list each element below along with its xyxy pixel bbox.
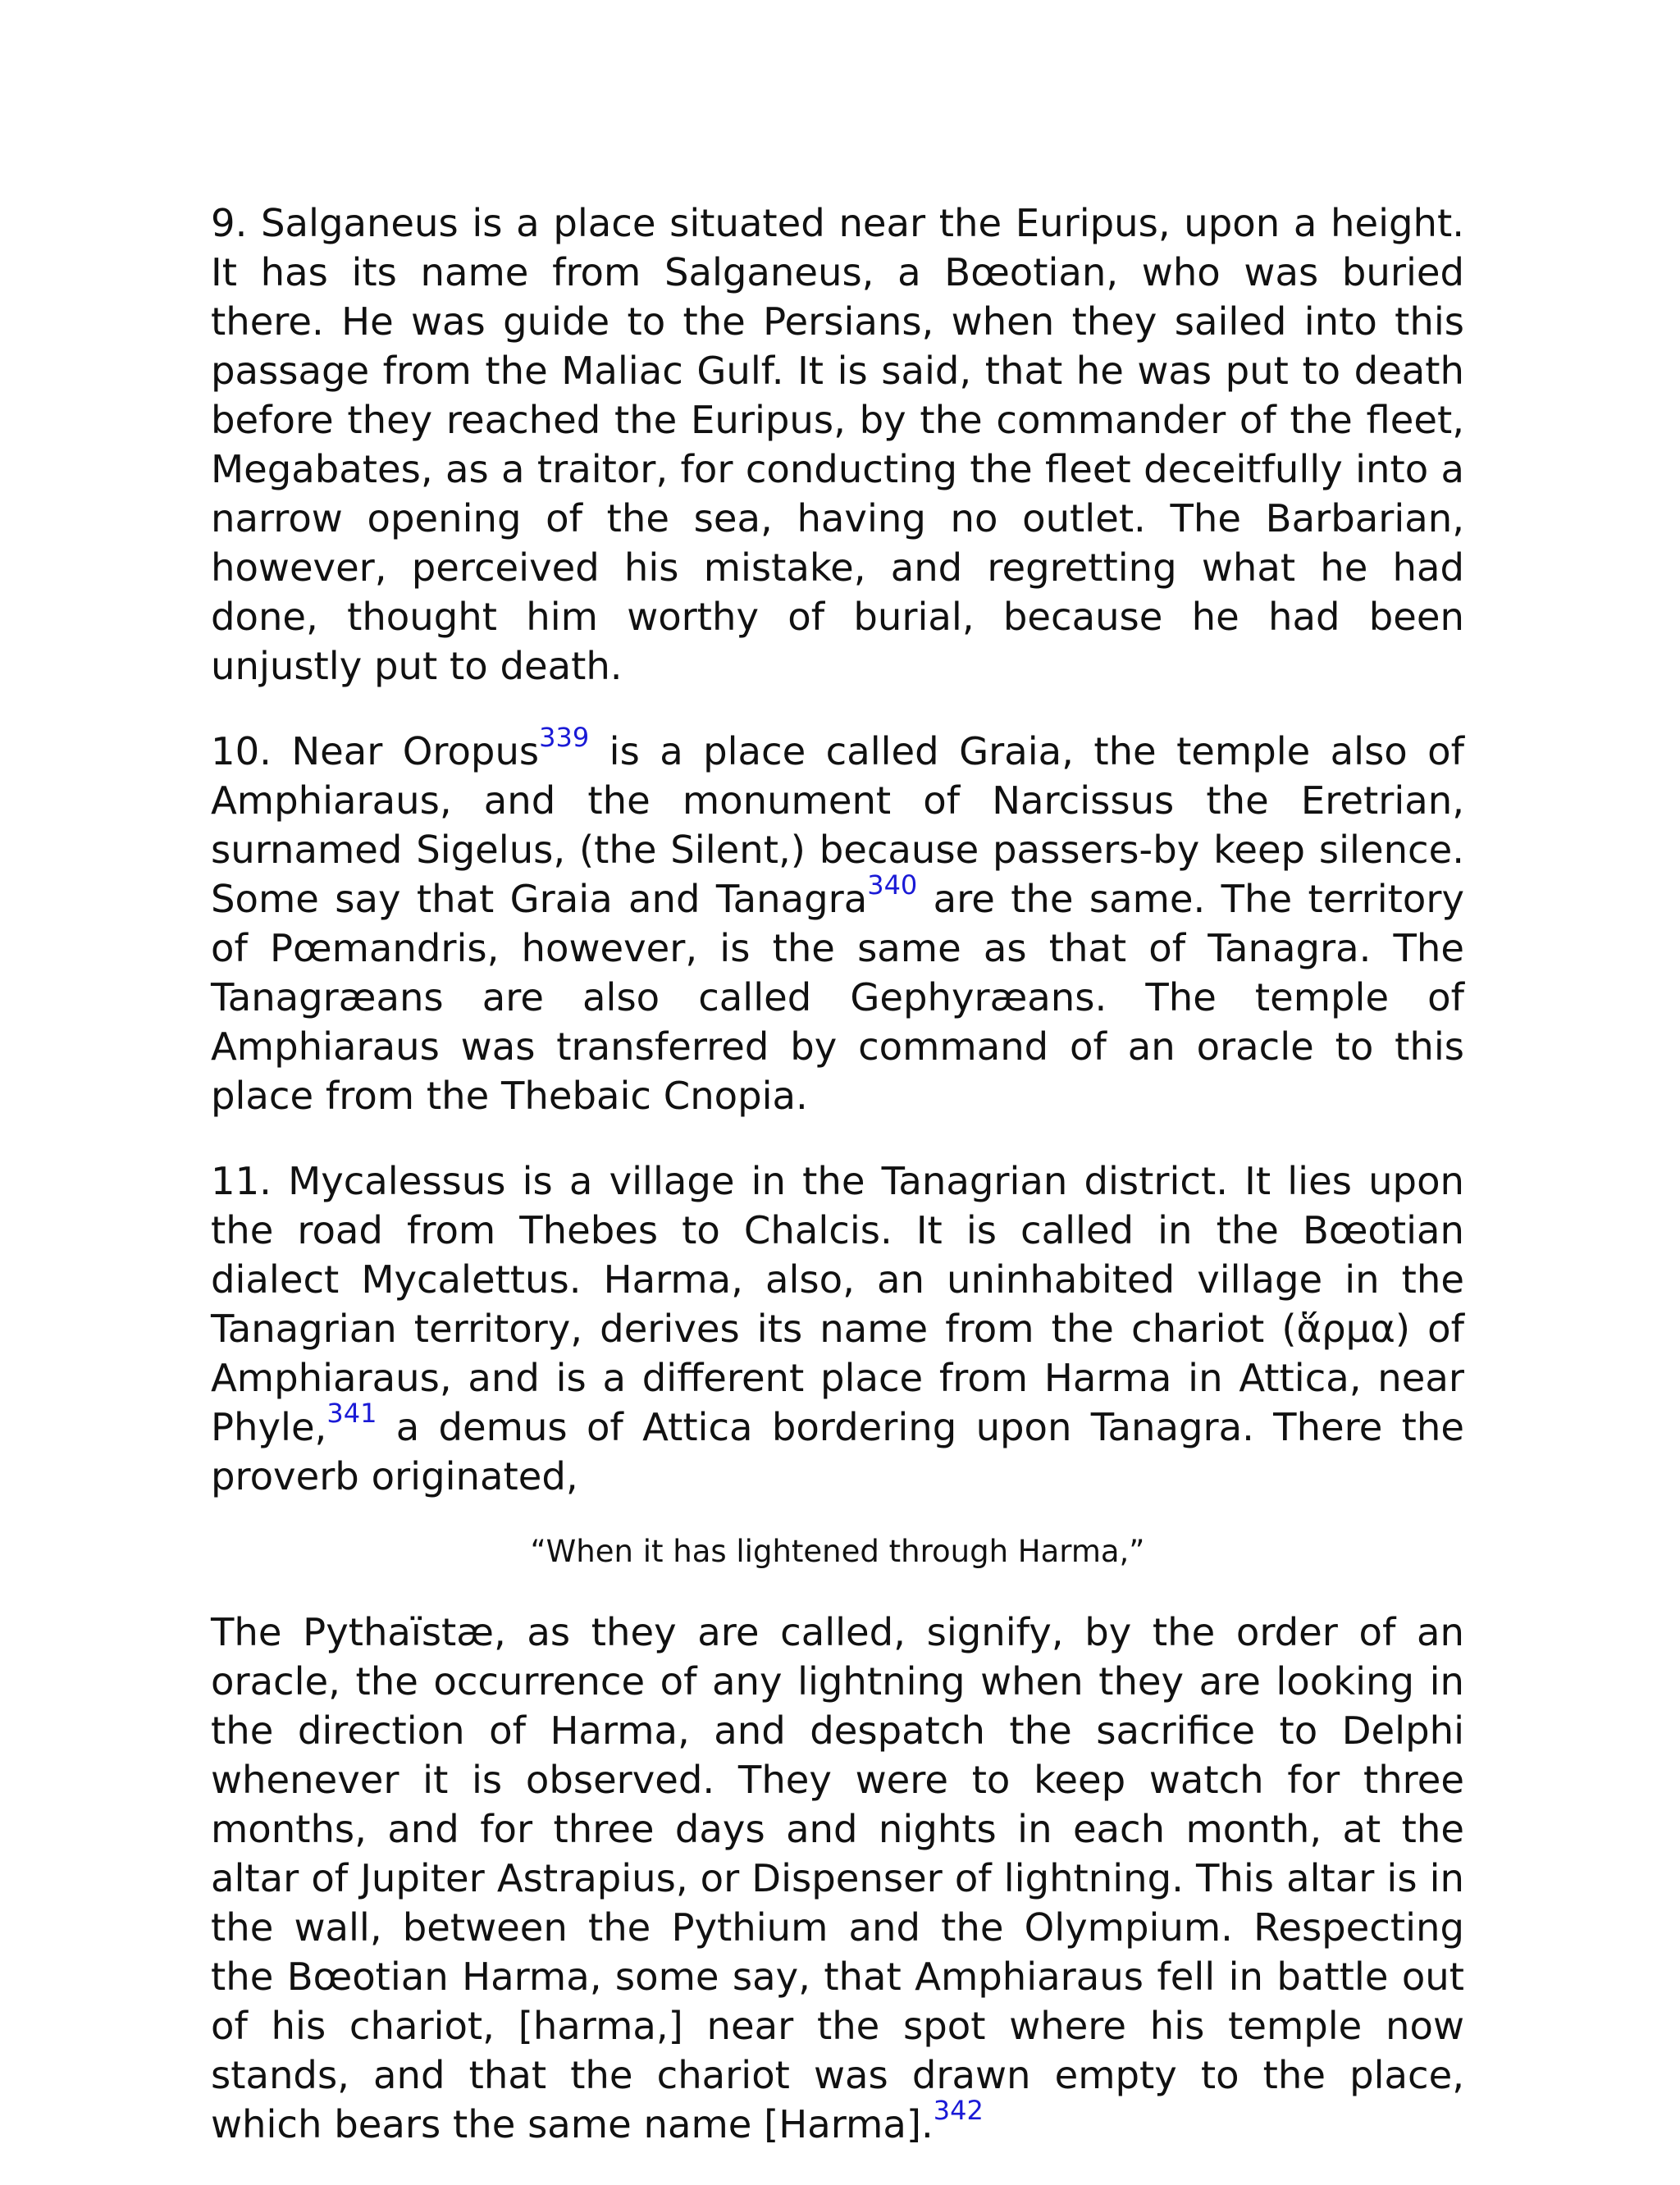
footnote-link-341[interactable]: 341 bbox=[326, 1398, 377, 1429]
paragraph-12-text: The Pythaïstæ, as they are called, signify, by the order of an oracle, the occurrence of any lightning when they are looking in the direction of Harma, and despatch the sacrifice to Delphi whenever it is observed. They were to keep watch for three months, and for three days and nights in each month, at the altar of Jupiter Astrapius, or Dispenser of lightning. This altar is in the wall, between the Pythium and the Olympium. Respecting the Bœotian Harma, some say, that Amphiaraus fell in battle out of his chariot, [harma,] near the spot where his temple now stands, and that the chariot was drawn empty to the place, which bears the same name [Harma]. bbox=[211, 1610, 1464, 2146]
footnote-link-340[interactable]: 340 bbox=[867, 869, 918, 901]
paragraph-11-text-b: a demus of Attica bordering upon Tanagra. There the proverb originated, bbox=[211, 1405, 1464, 1498]
paragraph-10 bbox=[211, 722, 1464, 1120]
paragraph-10-text-b: is a place called Graia, the temple also of Amphiaraus, and the monument of Narcissus the Eretrian, surnamed Sigelus, (the Silent,) because passers-by keep silence. Some say that Graia and Tanagra bbox=[211, 729, 1464, 921]
paragraph-9 bbox=[211, 198, 1464, 691]
paragraph-10-text-c: are the same. The territory of Pœmandris, however, is the same as that of Tanagra. The Tanagræans are also called Gephyræans. The temple of Amphiaraus was transferred by command of an oracle to this place from the Thebaic Cnopia. bbox=[211, 877, 1464, 1118]
proverb-quote: “When it has lightened through Harma,” bbox=[530, 1534, 1145, 1569]
document-page bbox=[211, 198, 1464, 2185]
paragraph-12 bbox=[211, 1608, 1464, 2149]
footnote-link-342[interactable]: 342 bbox=[933, 2095, 984, 2126]
paragraph-11 bbox=[211, 1156, 1464, 1501]
paragraph-10-text-a: 10. Near Oropus bbox=[211, 729, 540, 773]
paragraph-9-text: 9. Salganeus is a place situated near the Euripus, upon a height. It has its name from Salganeus, a Bœotian, who was buried there. He was guide to the Persians, when they sailed into this passage from the Maliac Gulf. It is said, that he was put to death before they reached the Euripus, by the commander of the fleet, Megabates, as a traitor, for conducting the fleet deceitfully into a narrow opening of the sea, having no outlet. The Barbarian, however, perceived his mistake, and regretting what he had done, thought him worthy of burial, because he had been unjustly put to death. bbox=[211, 201, 1464, 688]
paragraph-11-text-a: 11. Mycalessus is a village in the Tanagrian district. It lies upon the road from Thebes to Chalcis. It is called in the Bœotian dialect Mycalettus. Harma, also, an uninhabited village in the Tanagrian territory, derives its name from the chariot (ἅρμα) of Amphiaraus, and is a different place from Harma in Attica, near Phyle, bbox=[211, 1159, 1464, 1449]
footnote-link-339[interactable]: 339 bbox=[539, 722, 590, 753]
